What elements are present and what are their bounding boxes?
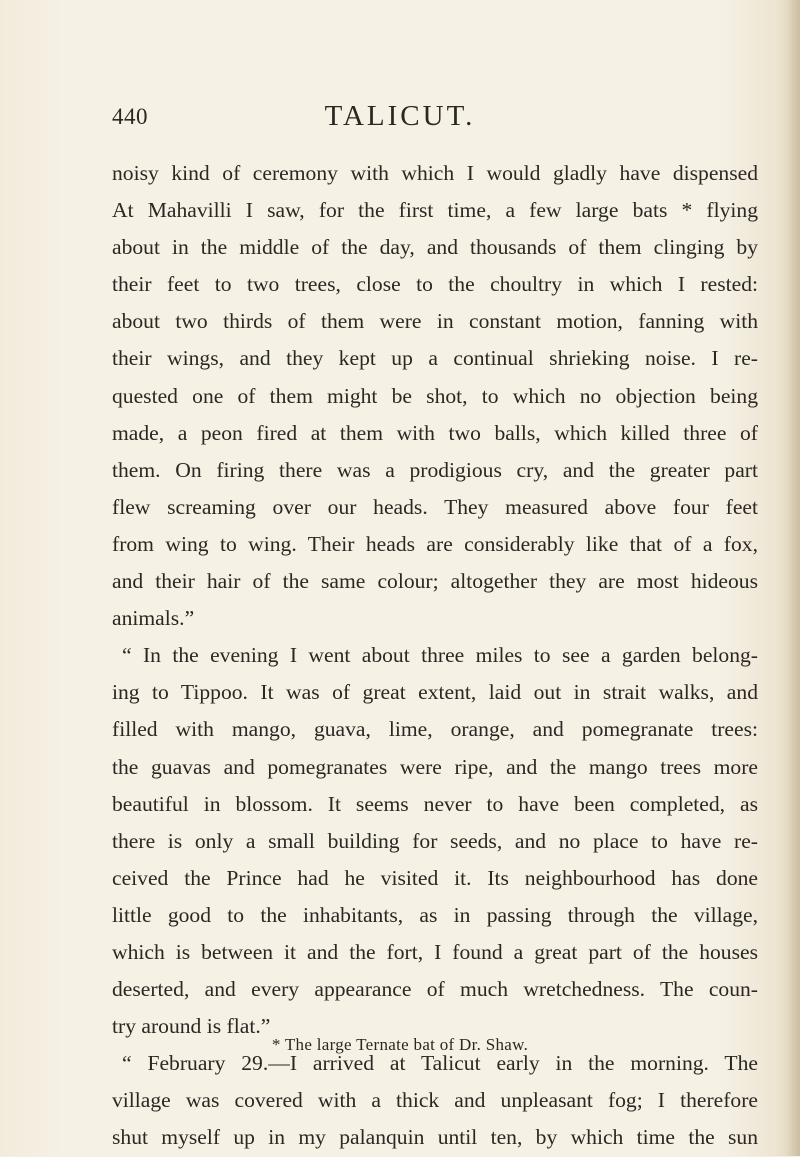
text-line: which is between it and the fort, I found a great part of the houses xyxy=(112,939,758,964)
text-line: beautiful in blossom. It seems never to have been completed, as xyxy=(112,791,758,816)
page-number: 440 xyxy=(112,104,148,129)
text-line: “ February 29.—I arrived at Talicut early in the morning. The xyxy=(122,1051,758,1076)
text-line: animals.” xyxy=(112,606,195,631)
running-head: TALICUT. xyxy=(324,100,476,132)
text-line: filled with mango, guava, lime, orange, and pomegranate trees: xyxy=(112,717,758,742)
footnote: * The large Ternate bat of Dr. Shaw. xyxy=(271,1035,529,1054)
page-edge-shadow xyxy=(786,0,800,1156)
text-line: from wing to wing. Their heads are considerably like that of a fox, xyxy=(112,531,758,556)
text-line: noisy kind of ceremony with which I would gladly have dispensed xyxy=(112,161,758,185)
page-header xyxy=(0,100,800,144)
text-line: them. On firing there was a prodigious cry, and the greater part xyxy=(112,457,758,482)
text-line: the guavas and pomegranates were ripe, and the mango trees more xyxy=(112,754,758,779)
text-line: flew screaming over our heads. They measured above four feet xyxy=(112,494,758,519)
text-line: quested one of them might be shot, to which no objection being xyxy=(112,383,758,408)
text-line: shut myself up in my palanquin until ten, by which time the sun xyxy=(112,1125,758,1150)
text-line: their wings, and they kept up a continual shrieking noise. I re- xyxy=(112,346,758,371)
body-text xyxy=(112,155,758,1157)
text-line: ceived the Prince had he visited it. Its neighbourhood has done xyxy=(112,865,758,890)
text-line: made, a peon fired at them with two balls, which killed three of xyxy=(112,420,758,445)
text-line: about two thirds of them were in constant motion, fanning with xyxy=(112,309,758,334)
text-line: “ In the evening I went about three miles to see a garden belong- xyxy=(122,643,758,668)
text-line: try around is flat.” xyxy=(112,1014,271,1039)
text-line: about in the middle of the day, and thousands of them clinging by xyxy=(112,235,758,260)
text-line: and their hair of the same colour; altogether they are most hideous xyxy=(112,569,758,594)
text-line: village was covered with a thick and unpleasant fog; I therefore xyxy=(112,1088,758,1113)
text-line: their feet to two trees, close to the choultry in which I rested: xyxy=(112,272,758,297)
text-line: there is only a small building for seeds, and no place to have re- xyxy=(112,828,758,853)
text-line: ing to Tippoo. It was of great extent, laid out in strait walks, and xyxy=(112,680,758,705)
text-line: deserted, and every appearance of much wretchedness. The coun- xyxy=(112,977,758,1002)
text-line: At Mahavilli I saw, for the first time, a few large bats * flying xyxy=(112,198,758,223)
text-line: little good to the inhabitants, as in passing through the village, xyxy=(112,902,758,927)
